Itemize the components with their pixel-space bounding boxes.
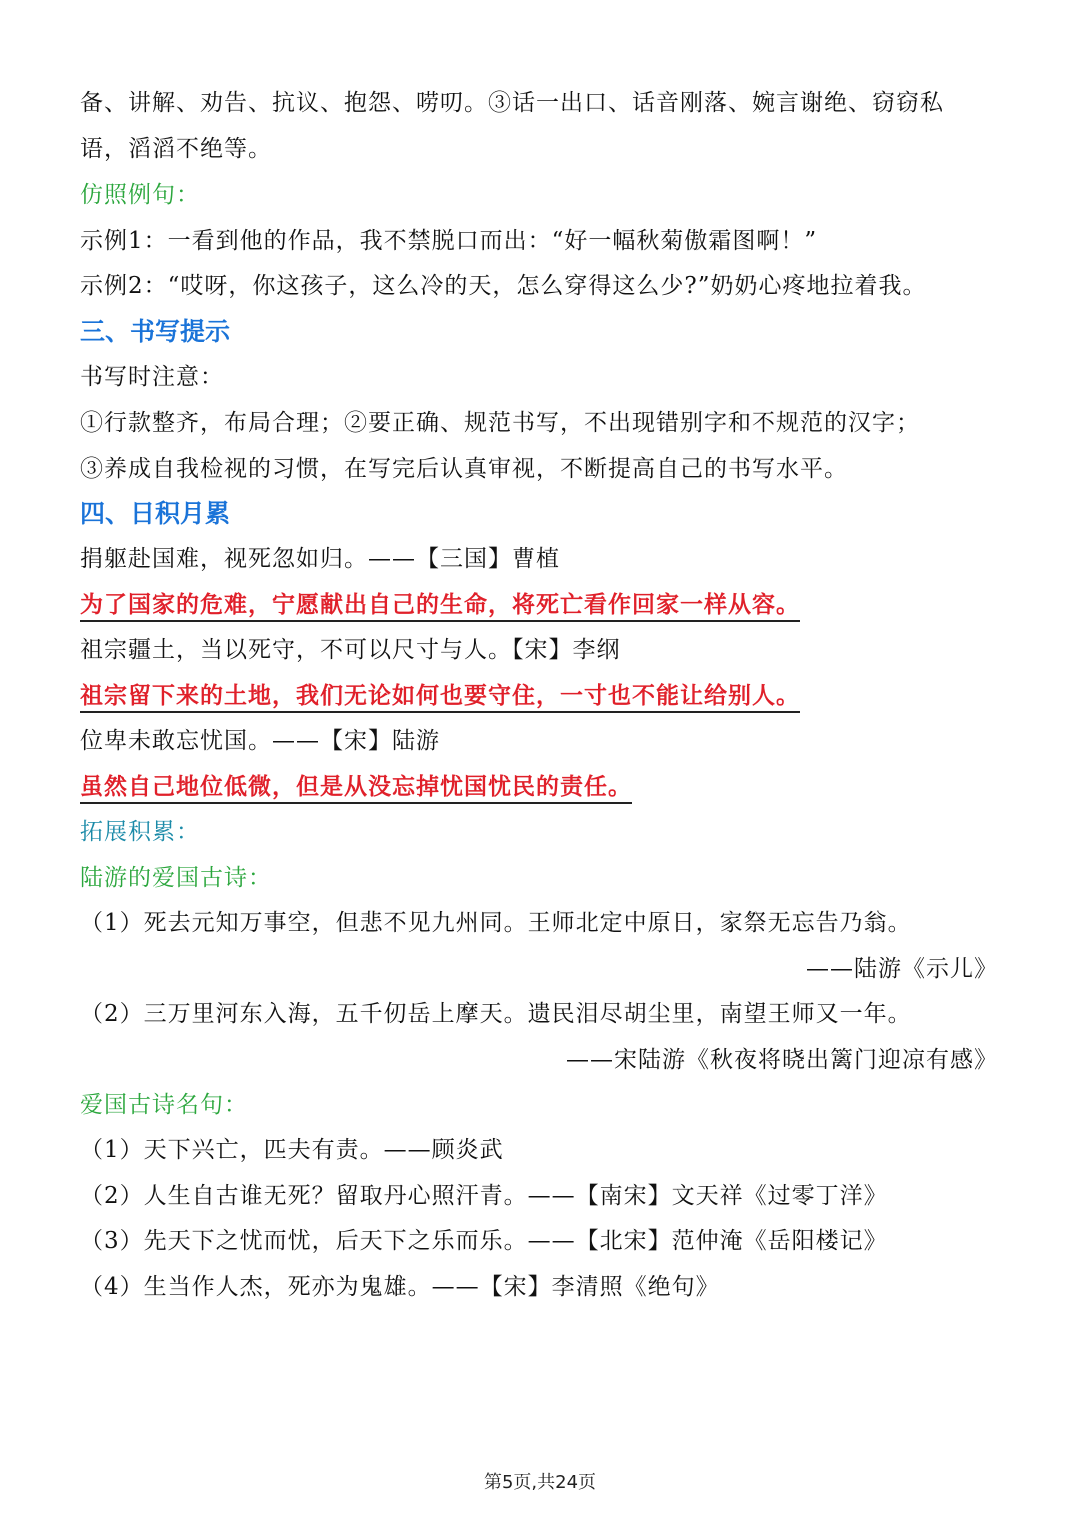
explanation-text: 祖宗留下来的土地，我们无论如何也要守住，一寸也不能让给别人。 [80,682,800,713]
writing-intro: 书写时注意： [80,364,224,390]
quote-3-explain [80,772,632,802]
famous-2: （2）人生自古谁无死？留取丹心照汗青。——【南宋】文天祥《过零丁洋》 [80,1183,888,1209]
quote-1: 捐躯赴国难，视死忽如归。——【三国】曹植 [80,546,560,572]
example-2: 示例2：“哎呀，你这孩子，这么冷的天，怎么穿得这么少?”奶奶心疼地拉着我。 [80,273,927,299]
famous-1: （1）天下兴亡，匹夫有责。——顾炎武 [80,1137,504,1163]
section-4-title: 四、日积月累 [80,499,231,528]
poem-1-source: ——陆游《示儿》 [806,956,998,982]
writing-tip-1: ①行款整齐，布局合理；②要正确、规范书写，不出现错别字和不规范的汉字； [80,410,920,436]
famous-heading: 爱国古诗名句： [80,1092,248,1118]
luyou-heading: 陆游的爱国古诗： [80,865,272,891]
explanation-text: 为了国家的危难，宁愿献出自己的生命，将死亡看作回家一样从容。 [80,591,800,622]
extend-heading: 拓展积累： [80,819,200,845]
page-number: 第5页,共24页 [483,1472,597,1493]
example-1: 示例1：一看到他的作品，我不禁脱口而出：“好一幅秋菊傲霜图啊！” [80,228,818,254]
quote-2-explain [80,681,800,711]
quote-3: 位卑未敢忘忧国。——【宋】陆游 [80,728,440,754]
poem-2-source: ——宋陆游《秋夜将晓出篱门迎凉有感》 [566,1047,998,1073]
explanation-text: 虽然自己地位低微，但是从没忘掉忧国忧民的责任。 [80,773,632,804]
quote-2: 祖宗疆土，当以死守，不可以尺寸与人。【宋】李纲 [80,637,621,663]
famous-4: （4）生当作人杰，死亦为鬼雄。——【宋】李清照《绝句》 [80,1274,720,1300]
poem-2: （2）三万里河东入海，五千仞岳上摩天。遗民泪尽胡尘里，南望王师又一年。 [80,1001,912,1027]
section-3-title: 三、书写提示 [80,317,231,346]
intro-line-1: 备、讲解、劝告、抗议、抱怨、唠叨。③话一出口、话音刚落、婉言谢绝、窃窃私 [80,90,944,116]
poem-1: （1）死去元知万事空，但悲不见九州同。王师北定中原日，家祭无忘告乃翁。 [80,910,912,936]
imitate-heading: 仿照例句： [80,182,200,208]
writing-tip-2: ③养成自我检视的习惯，在写完后认真审视，不断提高自己的书写水平。 [80,456,848,482]
quote-1-explain [80,590,800,620]
famous-3: （3）先天下之忧而忧，后天下之乐而乐。——【北宋】范仲淹《岳阳楼记》 [80,1228,888,1254]
intro-line-2: 语，滔滔不绝等。 [80,136,272,162]
